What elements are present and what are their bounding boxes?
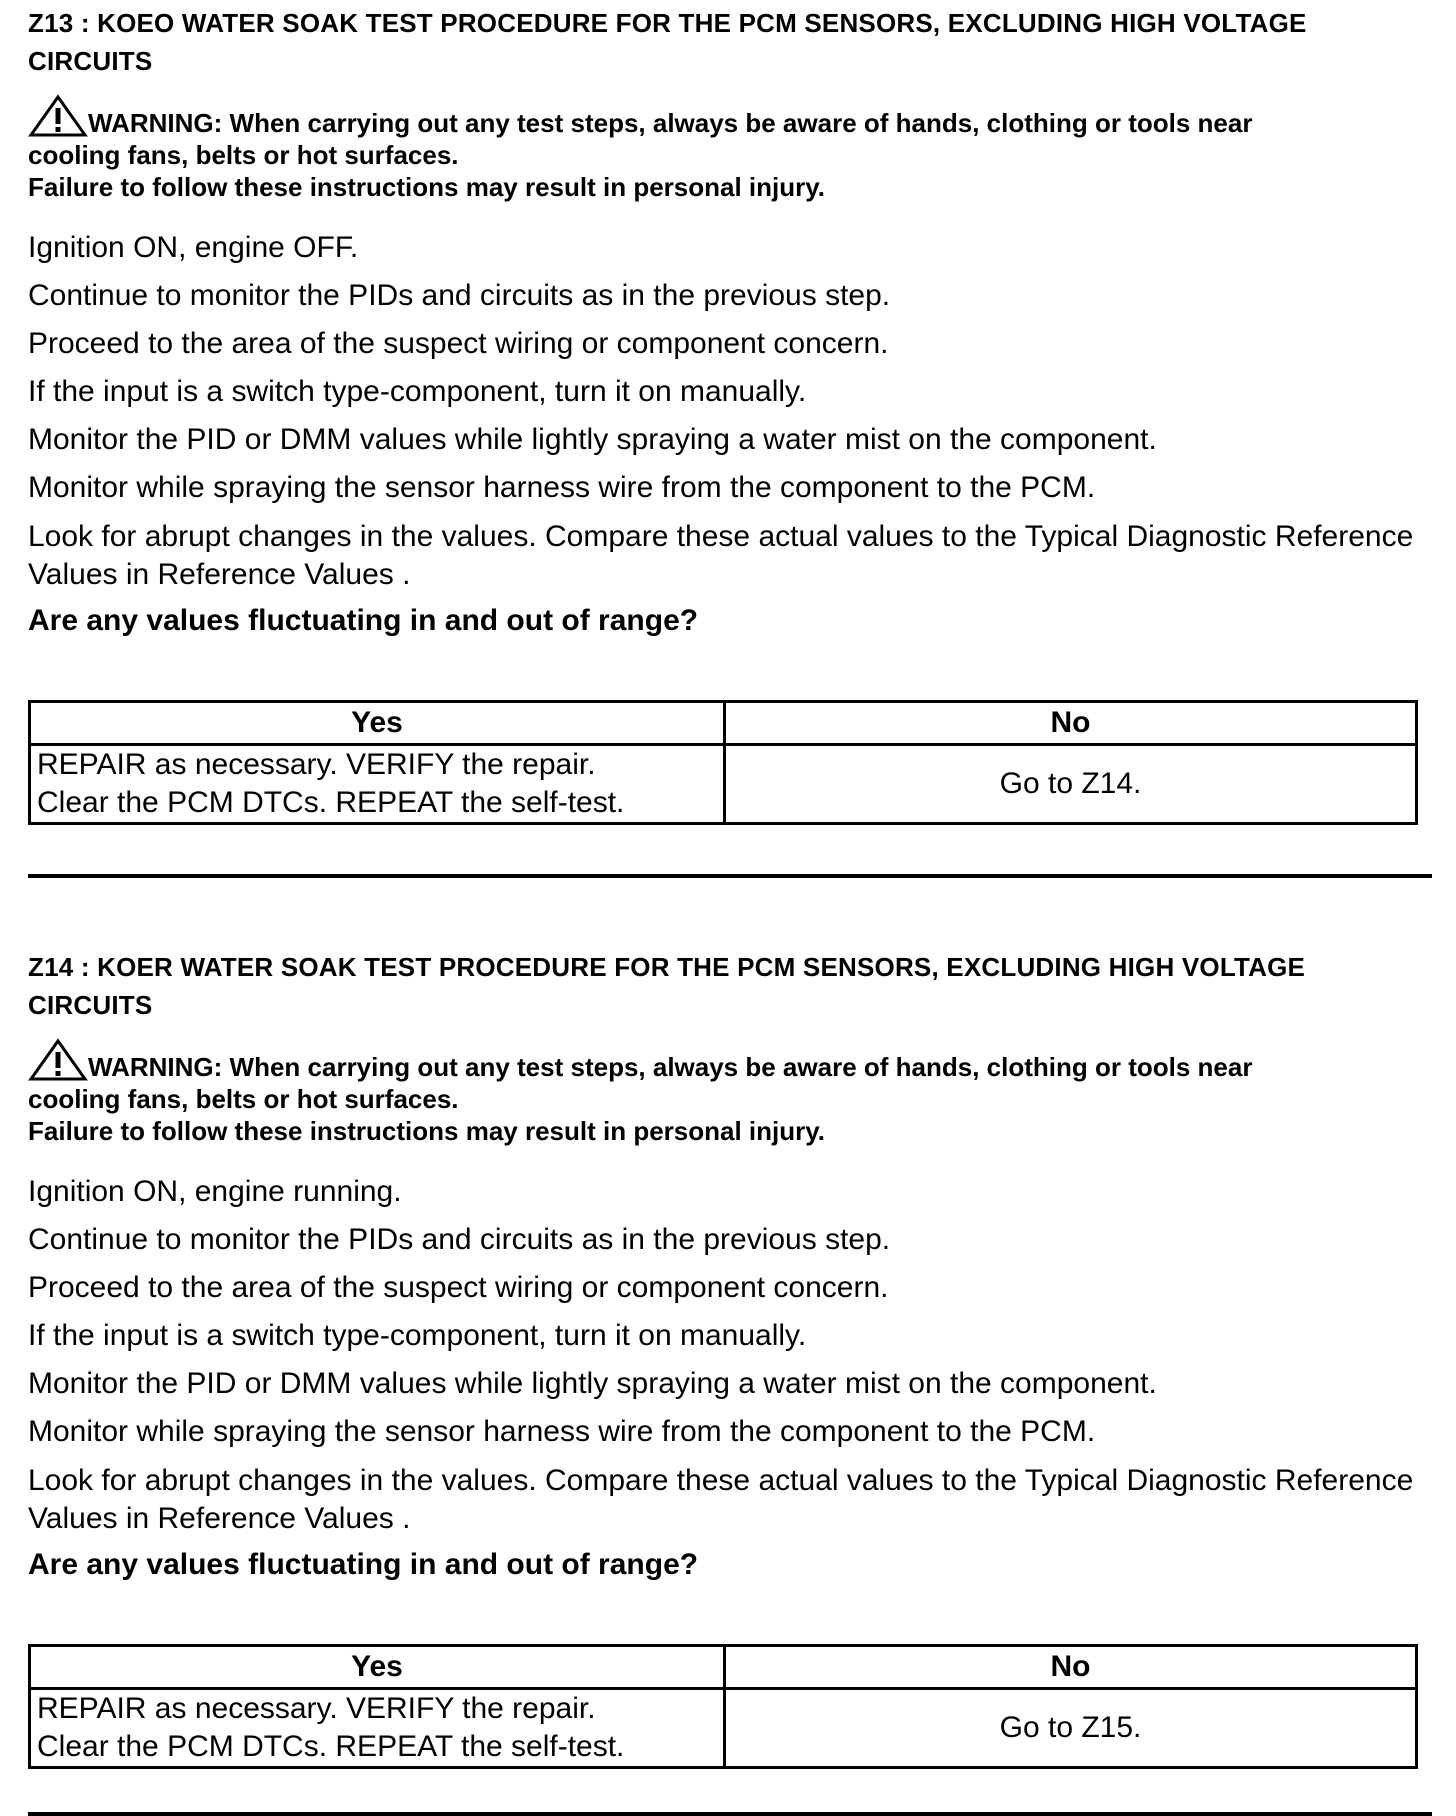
- question: Are any values fluctuating in and out of range?: [28, 1548, 699, 1581]
- warning-text: WARNING: When carrying out any test steps, always be aware of hands, clothing or tools near: [88, 108, 1253, 138]
- step-text: Monitor the PID or DMM values while lightly spraying a water mist on the component.: [28, 1367, 1157, 1400]
- warning-consequence: Failure to follow these instructions may result in personal injury.: [28, 1116, 825, 1146]
- warning-triangle-icon: [28, 1038, 88, 1082]
- warning-line: [28, 94, 1428, 139]
- step-list: [28, 224, 1428, 640]
- no-cell: Go to Z15.: [725, 1689, 1417, 1768]
- step-text: If the input is a switch type-component, turn it on manually.: [28, 1319, 807, 1352]
- section-divider: [28, 874, 1432, 878]
- warning-block: [28, 94, 1428, 203]
- step-text: Proceed to the area of the suspect wiring or component concern.: [28, 327, 889, 360]
- step-text: Monitor while spraying the sensor harness wire from the component to the PCM.: [28, 471, 1096, 504]
- section-title: Z13 : KOEO WATER SOAK TEST PROCEDURE FOR THE PCM SENSORS, EXCLUDING HIGH VOLTAGE CIRCUITS: [28, 8, 1307, 76]
- yes-header: Yes: [30, 702, 725, 745]
- step-text: Ignition ON, engine OFF.: [28, 231, 359, 264]
- step-text: Monitor while spraying the sensor harness wire from the component to the PCM.: [28, 1415, 1096, 1448]
- yes-cell: [30, 745, 725, 824]
- yes-action-text: REPAIR as necessary. VERIFY the repair.: [37, 1692, 596, 1725]
- step-text: Proceed to the area of the suspect wiring or component concern.: [28, 1271, 889, 1304]
- warning-line: [28, 1038, 1428, 1083]
- answer-table: [28, 700, 1418, 825]
- step-text: Look for abrupt changes in the values. Compare these actual values to the Typical Diagnostic Reference Values in Reference Values .: [28, 520, 1414, 591]
- yes-header: Yes: [30, 1646, 725, 1689]
- step-list: [28, 1168, 1428, 1584]
- step-text: Ignition ON, engine running.: [28, 1175, 402, 1208]
- section-z13: [28, 4, 1428, 819]
- step-text: Continue to monitor the PIDs and circuits as in the previous step.: [28, 279, 891, 312]
- warning-text: cooling fans, belts or hot surfaces.: [28, 140, 459, 170]
- step-text: Monitor the PID or DMM values while lightly spraying a water mist on the component.: [28, 423, 1157, 456]
- question: Are any values fluctuating in and out of range?: [28, 604, 699, 637]
- warning-triangle-icon: [28, 94, 88, 138]
- warning-text: WARNING: When carrying out any test steps, always be aware of hands, clothing or tools near: [88, 1052, 1253, 1082]
- warning-consequence: Failure to follow these instructions may result in personal injury.: [28, 172, 825, 202]
- answer-table: [28, 1644, 1418, 1769]
- section-title: Z14 : KOER WATER SOAK TEST PROCEDURE FOR THE PCM SENSORS, EXCLUDING HIGH VOLTAGE CIRCUITS: [28, 952, 1306, 1020]
- step-text: If the input is a switch type-component, turn it on manually.: [28, 375, 807, 408]
- step-text: Look for abrupt changes in the values. Compare these actual values to the Typical Diagnostic Reference Values in Reference Values .: [28, 1464, 1414, 1535]
- no-header: No: [725, 1646, 1417, 1689]
- step-text: Continue to monitor the PIDs and circuits as in the previous step.: [28, 1223, 891, 1256]
- warning-text: cooling fans, belts or hot surfaces.: [28, 1084, 459, 1114]
- warning-block: [28, 1038, 1428, 1147]
- section-z14: [28, 948, 1428, 1763]
- section-divider: [28, 1812, 1432, 1816]
- no-header: No: [725, 702, 1417, 745]
- yes-action-text: Clear the PCM DTCs. REPEAT the self-test.: [37, 1730, 625, 1763]
- yes-action-text: Clear the PCM DTCs. REPEAT the self-test.: [37, 786, 625, 819]
- yes-cell: [30, 1689, 725, 1768]
- yes-action-text: REPAIR as necessary. VERIFY the repair.: [37, 748, 596, 781]
- no-cell: Go to Z14.: [725, 745, 1417, 824]
